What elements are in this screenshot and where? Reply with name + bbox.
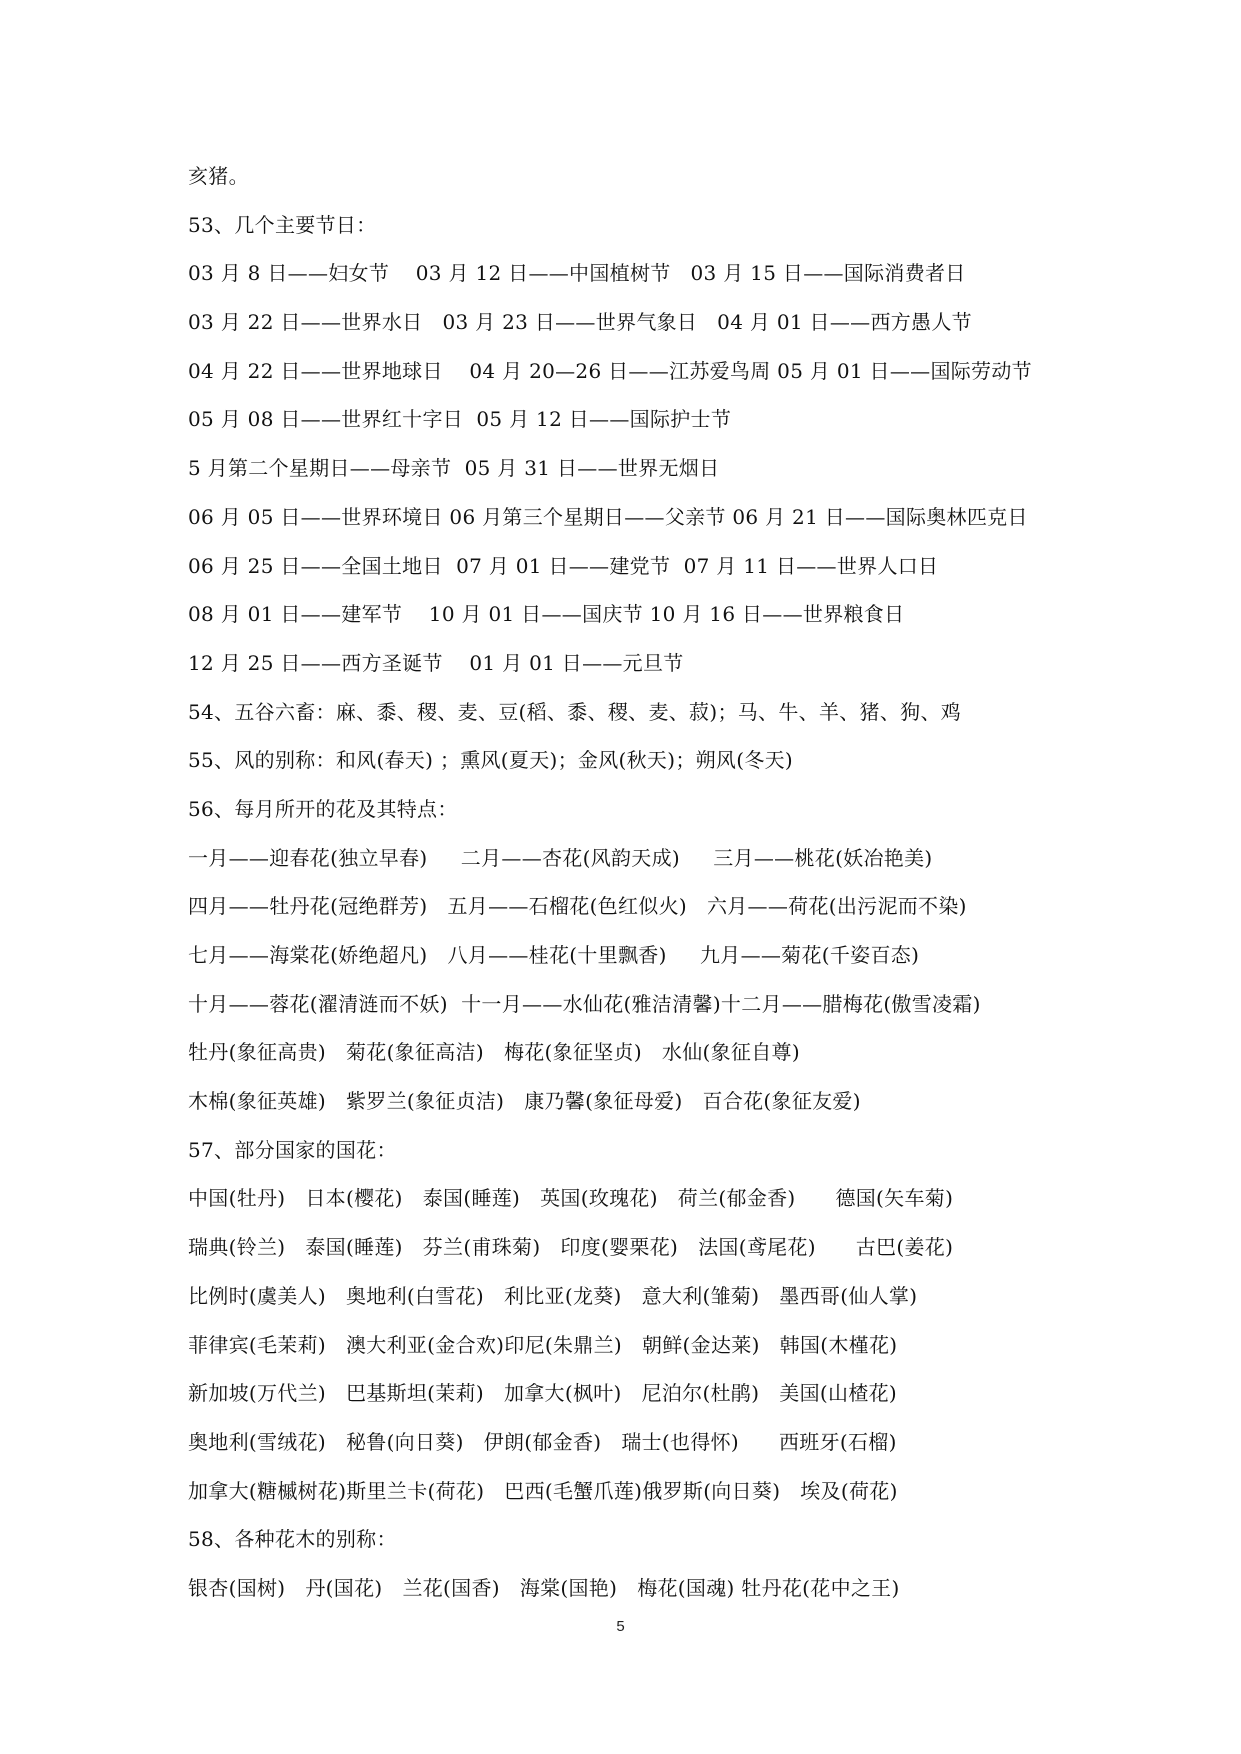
text-line: 03 月 8 日——妇女节 03 月 12 日——中国植树节 03 月 15 日——国际消费者日 (188, 261, 966, 286)
section-heading: 56、每月所开的花及其特点： (188, 796, 458, 821)
text-line: 新加坡(万代兰) 巴基斯坦(茉莉) 加拿大(枫叶) 尼泊尔(杜鹃) 美国(山楂花) (188, 1381, 898, 1406)
text-line: 牡丹(象征高贵) 菊花(象征高洁) 梅花(象征坚贞) 水仙(象征自尊) (188, 1040, 800, 1065)
text-line: 七月——海棠花(娇绝超凡) 八月——桂花(十里飘香) 九月——菊花(千姿百态) (188, 943, 920, 967)
text-line: 银杏(国树) 丹(国花) 兰花(国香) 海棠(国艳) 梅花(国魂) 牡丹花(花中之王) (188, 1575, 900, 1600)
text-line: 04 月 22 日——世界地球日 04 月 20—26 日——江苏爱鸟周 05 月 01 日——国际劳动节 (188, 358, 1032, 383)
text-line: 05 月 08 日——世界红十字日 05 月 12 日——国际护士节 (188, 407, 732, 432)
text-line: 中国(牡丹) 日本(樱花) 泰国(睡莲) 英国(玫瑰花) 荷兰(郁金香) 德国(矢车菊) (188, 1186, 954, 1211)
text-line: 03 月 22 日——世界水日 03 月 23 日——世界气象日 04 月 01 日——西方愚人节 (188, 310, 972, 335)
text-line: 瑞典(铃兰) 泰国(睡莲) 芬兰(甫珠菊) 印度(婴栗花) 法国(鸢尾花) 古巴(姜花) (188, 1235, 954, 1260)
text-line: 06 月 25 日——全国土地日 07 月 01 日——建党节 07 月 11 日——世界人口日 (188, 553, 939, 578)
text-line: 06 月 05 日——世界环境日 06 月第三个星期日——父亲节 06 月 21 日——国际奥林匹克日 (188, 504, 1028, 529)
section-heading: 54、五谷六畜：麻、黍、稷、麦、豆(稻、黍、稷、麦、菽)；马、牛、羊、猪、狗、鸡 (188, 699, 962, 724)
text-line: 比例时(虞美人) 奥地利(白雪花) 利比亚(龙葵) 意大利(雏菊) 墨西哥(仙人掌) (188, 1283, 918, 1308)
section-heading: 53、几个主要节日： (188, 212, 377, 237)
section-heading: 58、各种花木的别称： (188, 1527, 397, 1552)
text-line: 5 月第二个星期日——母亲节 05 月 31 日——世界无烟日 (188, 456, 720, 481)
text-line: 12 月 25 日——西方圣诞节 01 月 01 日——元旦节 (188, 650, 684, 675)
text-line: 木棉(象征英雄) 紫罗兰(象征贞洁) 康乃馨(象征母爱) 百合花(象征友爱) (188, 1089, 861, 1114)
section-heading: 55、风的别称：和风(春天) ；熏风(夏天)；金风(秋天)；朔风(冬天) (188, 748, 794, 773)
text-line: 十月——蓉花(濯清涟而不妖) 十一月——水仙花(雅洁清馨)十二月——腊梅花(傲雪凌霜) (188, 991, 981, 1016)
text-line: 奥地利(雪绒花) 秘鲁(向日葵) 伊朗(郁金香) 瑞士(也得怀) 西班牙(石榴) (188, 1429, 897, 1454)
text-line: 一月——迎春花(独立早春) 二月——杏花(风韵天成) 三月——桃花(妖冶艳美) (188, 845, 933, 870)
document-body (188, 152, 1088, 1613)
section-heading: 57、部分国家的国花： (188, 1137, 397, 1162)
text-line: 菲律宾(毛茉莉) 澳大利亚(金合欢)印尼(朱鼎兰) 朝鲜(金达莱) 韩国(木槿花) (188, 1332, 898, 1357)
page-number: 5 (616, 1618, 625, 1635)
text-line: 四月——牡丹花(冠绝群芳) 五月——石榴花(色红似火) 六月——荷花(出污泥而不染) (188, 894, 967, 919)
text-line: 08 月 01 日——建军节 10 月 01 日——国庆节 10 月 16 日——世界粮食日 (188, 602, 905, 627)
text-line: 加拿大(糖槭树花)斯里兰卡(荷花) 巴西(毛蟹爪莲)俄罗斯(向日葵) 埃及(荷花) (188, 1478, 898, 1503)
text-line: 亥猪。 (188, 164, 249, 188)
